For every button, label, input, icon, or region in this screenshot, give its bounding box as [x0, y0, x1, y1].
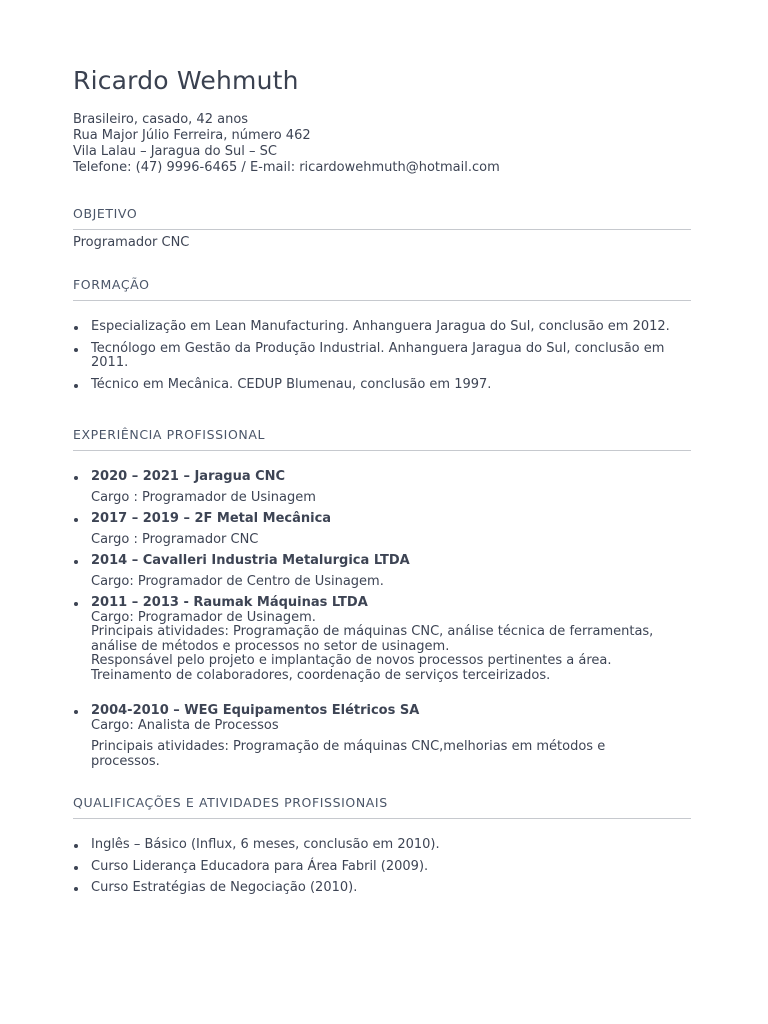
section-title-experiencia: EXPERIÊNCIA PROFISSIONAL — [73, 428, 691, 451]
job-description: análise de métodos e processos no setor de usinagem. — [91, 638, 450, 654]
list-item: Curso Estratégias de Negociação (2010). — [73, 881, 673, 896]
section-title-formacao: FORMAÇÃO — [73, 278, 691, 301]
phone-email: Telefone: (47) 9996-6465 / E-mail: ricardowehmuth@hotmail.com — [73, 160, 500, 175]
list-item: Inglês – Básico (Influx, 6 meses, conclusão em 2010). — [73, 838, 673, 853]
job-heading: 2011 – 2013 - Raumak Máquinas LTDA — [91, 595, 368, 610]
job-role: Cargo : Programador de Usinagem — [91, 489, 316, 505]
experiencia-list — [73, 470, 673, 769]
section-title-qualificacoes: QUALIFICAÇÕES E ATIVIDADES PROFISSIONAIS — [73, 796, 691, 819]
list-item — [73, 512, 673, 547]
objetivo-text: Programador CNC — [73, 235, 190, 250]
job-description: Principais atividades: Programação de máquinas CNC,melhorias em métodos e processos. — [91, 739, 606, 769]
address-street: Rua Major Júlio Ferreira, número 462 — [73, 128, 311, 143]
job-description: Treinamento de colaboradores, coordenação de serviços terceirizados. — [91, 667, 551, 683]
list-item — [73, 470, 673, 505]
list-item — [73, 704, 673, 769]
job-role: Cargo: Programador de Centro de Usinagem. — [91, 573, 384, 589]
job-heading: 2004-2010 – WEG Equipamentos Elétricos SA — [91, 703, 420, 718]
list-item — [73, 596, 673, 683]
job-heading: 2014 – Cavalleri Industria Metalurgica LTDA — [91, 553, 410, 568]
qualificacoes-list — [73, 838, 673, 896]
list-item — [73, 554, 673, 589]
personal-info: Brasileiro, casado, 42 anos — [73, 112, 249, 127]
candidate-name: Ricardo Wehmuth — [73, 66, 299, 95]
job-description: Responsável pelo projeto e implantação de novos processos pertinentes a área. — [91, 653, 612, 668]
job-role: Cargo: Analista de Processos — [91, 717, 279, 733]
list-item: Tecnólogo em Gestão da Produção Industrial. Anhanguera Jaragua do Sul, conclusão em 2011. — [73, 342, 673, 371]
job-heading: 2020 – 2021 – Jaragua CNC — [91, 469, 286, 484]
formacao-list — [73, 320, 673, 392]
job-heading: 2017 – 2019 – 2F Metal Mecânica — [91, 511, 332, 526]
address-city: Vila Lalau – Jaragua do Sul – SC — [73, 144, 277, 159]
contact-block — [73, 112, 500, 176]
job-role: Cargo: Programador de Usinagem. — [91, 609, 316, 625]
job-description: Principais atividades: Programação de máquinas CNC, análise técnica de ferramentas, — [91, 624, 654, 639]
list-item: Técnico em Mecânica. CEDUP Blumenau, conclusão em 1997. — [73, 378, 673, 393]
list-item: Especialização em Lean Manufacturing. Anhanguera Jaragua do Sul, conclusão em 2012. — [73, 320, 673, 335]
section-title-objetivo: OBJETIVO — [73, 207, 691, 230]
job-role: Cargo : Programador CNC — [91, 531, 259, 547]
list-item: Curso Liderança Educadora para Área Fabril (2009). — [73, 860, 673, 875]
